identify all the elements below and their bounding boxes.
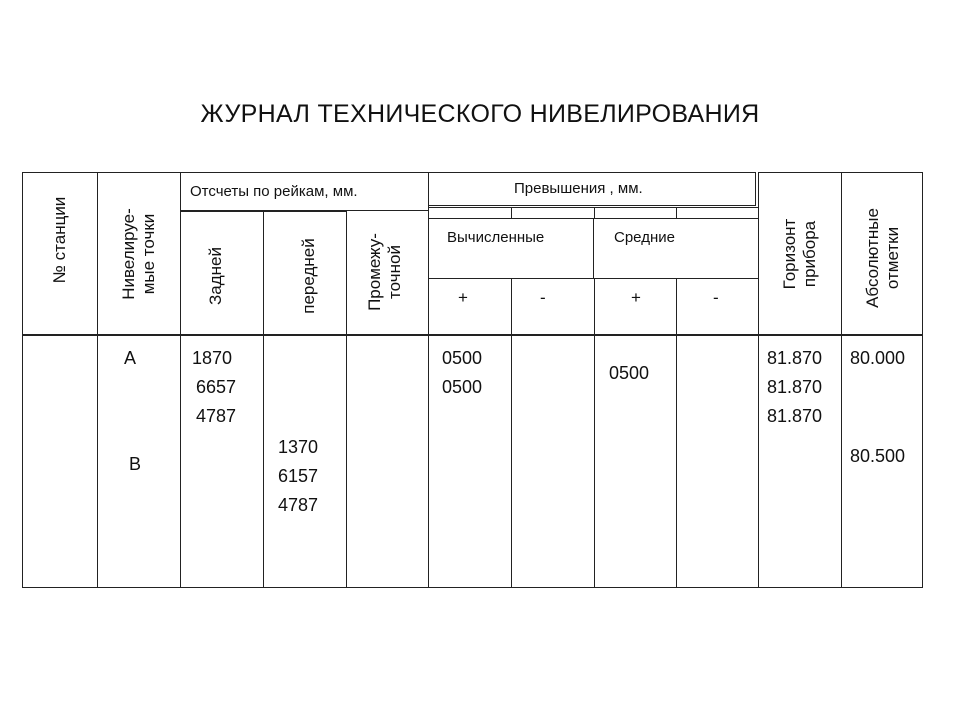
point-b: B bbox=[129, 454, 142, 474]
computed-plus-2: 0500 bbox=[442, 377, 483, 397]
page-title: ЖУРНАЛ ТЕХНИЧЕСКОГО НИВЕЛИРОВАНИЯ bbox=[200, 100, 760, 128]
back-reading-2: 6657 bbox=[196, 377, 237, 397]
abs-header-line1: Абсолютные bbox=[863, 208, 882, 308]
mean-header: Средние bbox=[614, 229, 675, 246]
abs-header-line2: отметки bbox=[883, 226, 902, 290]
horizon-3: 81.870 bbox=[767, 406, 823, 426]
points-header-line1: Нивелируе- bbox=[119, 208, 138, 300]
elevations-header: Превышения , мм. bbox=[514, 180, 643, 197]
computed-plus-sign: + bbox=[458, 288, 468, 307]
front-reading-3: 4787 bbox=[278, 495, 319, 515]
readings-header: Отсчеты по рейкам, мм. bbox=[190, 183, 358, 200]
front-reading-1: 1370 bbox=[278, 437, 319, 457]
mean-minus-sign: - bbox=[713, 288, 719, 307]
front-header: передней bbox=[299, 238, 318, 314]
horizon-header bbox=[780, 219, 820, 290]
computed-header: Вычисленные bbox=[447, 229, 545, 246]
abs-elevation-b: 80.500 bbox=[850, 446, 906, 466]
front-reading-2: 6157 bbox=[278, 466, 319, 486]
horizon-header-line2: прибора bbox=[800, 220, 819, 288]
back-reading-1: 1870 bbox=[192, 348, 233, 368]
mean-plus-sign: + bbox=[631, 288, 641, 307]
horizon-2: 81.870 bbox=[767, 377, 823, 397]
mean-plus-value: 0500 bbox=[609, 363, 650, 383]
back-header: Задней bbox=[206, 247, 225, 305]
abs-header bbox=[863, 208, 903, 308]
station-header: № станции bbox=[50, 196, 69, 284]
abs-elevation-a: 80.000 bbox=[850, 348, 906, 368]
horizon-header-line1: Горизонт bbox=[780, 218, 799, 290]
horizon-1: 81.870 bbox=[767, 348, 823, 368]
inter-header-line1: Промежу- bbox=[365, 233, 384, 311]
header-separator-right bbox=[428, 334, 923, 336]
mean-subheader bbox=[593, 218, 759, 279]
points-header bbox=[119, 208, 159, 300]
header-separator-left bbox=[22, 334, 429, 336]
back-reading-3: 4787 bbox=[196, 406, 237, 426]
points-header-line2: мые точки bbox=[139, 213, 158, 295]
inter-header bbox=[365, 233, 405, 311]
computed-plus-1: 0500 bbox=[442, 348, 483, 368]
inter-header-line2: точной bbox=[385, 245, 404, 299]
point-a: A bbox=[124, 348, 137, 368]
computed-minus-sign: - bbox=[540, 288, 546, 307]
computed-subheader bbox=[428, 218, 594, 279]
